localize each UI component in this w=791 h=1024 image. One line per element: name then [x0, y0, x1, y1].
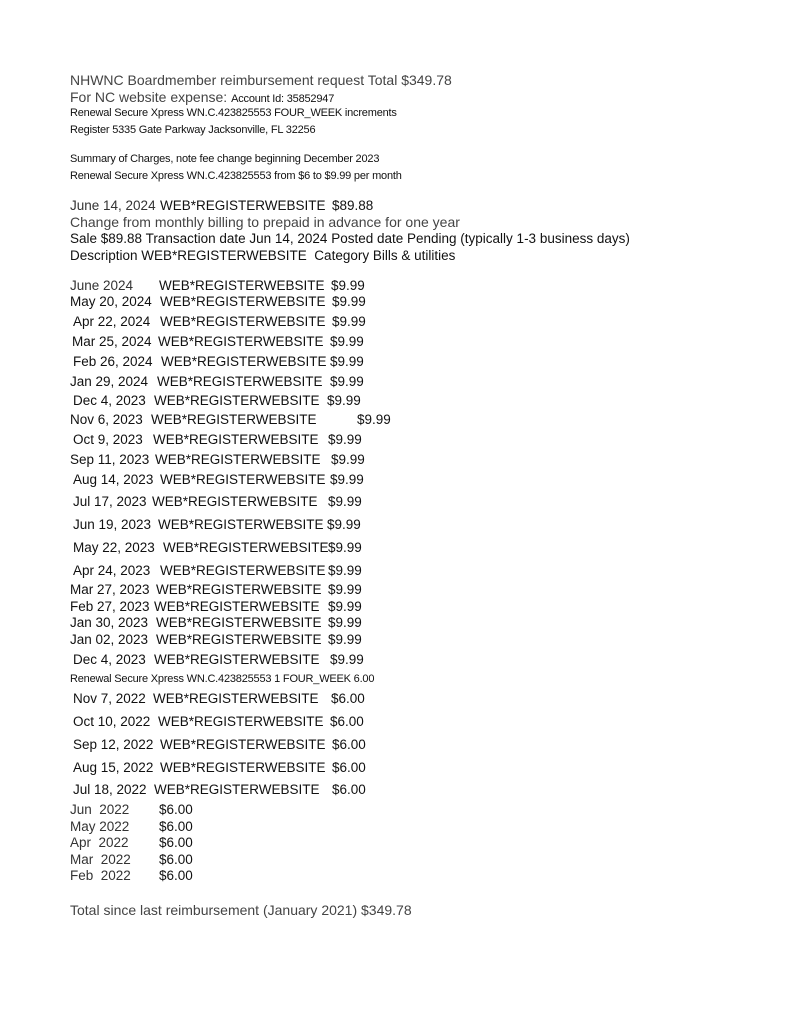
charge-date: Aug 14, 2023 — [73, 472, 154, 487]
renewal-old-line: Renewal Secure Xpress WN.C.423825553 1 FOUR_WEEK 6.00 — [70, 673, 375, 685]
charge-merchant: WEB*REGISTERWEBSITE — [160, 737, 326, 752]
charge-date: May 22, 2023 — [73, 540, 155, 555]
renewal-line: Renewal Secure Xpress WN.C.423825553 FOUR_WEEK increments — [70, 107, 397, 119]
charge-date: Jul 17, 2023 — [73, 494, 147, 509]
monthly-amount: $6.00 — [159, 852, 193, 867]
charge-amount: $9.99 — [357, 412, 391, 427]
monthly-amount: $6.00 — [159, 819, 193, 834]
charge-amount: $9.99 — [328, 494, 362, 509]
register-line: Register 5335 Gate Parkway Jacksonville, FL 32256 — [70, 124, 316, 136]
charge-amount: $9.99 — [330, 374, 364, 389]
charge-amount: $9.99 — [332, 314, 366, 329]
charge-date: June 2024 — [70, 278, 134, 293]
total-line: Total since last reimbursement (January 2021) $349.78 — [70, 902, 412, 918]
charge-amount: $9.99 — [328, 563, 362, 578]
charge-amount: $9.99 — [331, 278, 365, 293]
charge-date: Apr 24, 2023 — [73, 563, 151, 578]
charge-amount: $9.99 — [328, 432, 362, 447]
charge-amount: $9.99 — [330, 334, 364, 349]
charge-date: Oct 9, 2023 — [73, 432, 143, 447]
charge-merchant: WEB*REGISTERWEBSITE — [158, 517, 324, 532]
charge-date: Dec 4, 2023 — [73, 652, 146, 667]
charge-date: Dec 4, 2023 — [73, 393, 146, 408]
document-title: NHWNC Boardmember reimbursement request Total $349.78 — [70, 72, 452, 88]
monthly-month: Feb 2022 — [70, 868, 131, 883]
monthly-amount: $6.00 — [159, 802, 193, 817]
charge-merchant: WEB*REGISTERWEBSITE — [154, 652, 320, 667]
charge-date: Mar 25, 2024 — [72, 334, 152, 349]
charge-amount: $9.99 — [330, 354, 364, 369]
charge-date: Oct 10, 2022 — [73, 714, 151, 729]
charge-merchant: WEB*REGISTERWEBSITE — [156, 582, 322, 597]
monthly-amount: $6.00 — [159, 835, 193, 850]
charge-date: Mar 27, 2023 — [70, 582, 150, 597]
recent-merchant: WEB*REGISTERWEBSITE — [160, 198, 326, 213]
charge-date: May 20, 2024 — [70, 294, 152, 309]
charge-merchant: WEB*REGISTERWEBSITE — [152, 494, 318, 509]
summary-line-2: Renewal Secure Xpress WN.C.423825553 from $6 to $9.99 per month — [70, 170, 402, 182]
charge-amount: $6.00 — [332, 737, 366, 752]
charge-merchant: WEB*REGISTERWEBSITE — [154, 782, 320, 797]
account-id: Account Id: 35852947 — [231, 93, 335, 105]
monthly-month: Apr 2022 — [70, 835, 129, 850]
charge-merchant: WEB*REGISTERWEBSITE — [156, 632, 322, 647]
charge-merchant: WEB*REGISTERWEBSITE — [159, 278, 325, 293]
charge-merchant: WEB*REGISTERWEBSITE — [160, 563, 326, 578]
charge-amount: $9.99 — [332, 294, 366, 309]
charge-merchant: WEB*REGISTERWEBSITE — [153, 691, 319, 706]
charge-date: Feb 27, 2023 — [70, 599, 150, 614]
charge-amount: $9.99 — [331, 452, 365, 467]
recent-sale: Sale $89.88 Transaction date Jun 14, 2024 Posted date Pending (typically 1-3 business days) — [70, 231, 630, 246]
charge-amount: $9.99 — [330, 472, 364, 487]
charge-merchant: WEB*REGISTERWEBSITE — [153, 432, 319, 447]
expense-label: For NC website expense: — [70, 89, 232, 105]
charge-merchant: WEB*REGISTERWEBSITE — [161, 354, 327, 369]
charge-date: Jun 19, 2023 — [73, 517, 152, 532]
charge-merchant: WEB*REGISTERWEBSITE — [155, 452, 321, 467]
charge-date: Feb 26, 2024 — [73, 354, 153, 369]
charge-amount: $9.99 — [328, 632, 362, 647]
charge-amount: $6.00 — [330, 714, 364, 729]
charge-merchant: WEB*REGISTERWEBSITE — [160, 294, 326, 309]
charge-date: Jul 18, 2022 — [73, 782, 147, 797]
charge-merchant: WEB*REGISTERWEBSITE — [160, 472, 326, 487]
monthly-month: Mar 2022 — [70, 852, 131, 867]
recent-note: Change from monthly billing to prepaid in advance for one year — [70, 214, 460, 230]
charge-amount: $9.99 — [328, 615, 362, 630]
charge-merchant: WEB*REGISTERWEBSITE — [163, 540, 329, 555]
monthly-month: May 2022 — [70, 819, 130, 834]
charge-date: Sep 11, 2023 — [70, 452, 150, 467]
charge-amount: $9.99 — [328, 540, 362, 555]
charge-amount: $6.00 — [331, 691, 365, 706]
charge-merchant: WEB*REGISTERWEBSITE — [154, 599, 320, 614]
charge-date: Nov 7, 2022 — [73, 691, 146, 706]
charge-amount: $9.99 — [328, 582, 362, 597]
charge-merchant: WEB*REGISTERWEBSITE — [160, 760, 326, 775]
recent-amount: $89.88 — [332, 198, 374, 213]
expense-line — [70, 90, 334, 105]
charge-amount: $6.00 — [332, 782, 366, 797]
charge-date: Jan 30, 2023 — [70, 615, 149, 630]
monthly-month: Jun 2022 — [70, 802, 130, 817]
charge-merchant: WEB*REGISTERWEBSITE — [156, 615, 322, 630]
charge-date: Sep 12, 2022 — [73, 737, 154, 752]
charge-amount: $6.00 — [332, 760, 366, 775]
charge-date: Jan 29, 2024 — [70, 374, 149, 389]
charge-date: Apr 22, 2024 — [73, 314, 151, 329]
charge-merchant: WEB*REGISTERWEBSITE — [158, 334, 324, 349]
charge-merchant: WEB*REGISTERWEBSITE — [158, 714, 324, 729]
charge-merchant: WEB*REGISTERWEBSITE — [154, 393, 320, 408]
summary-line-1: Summary of Charges, note fee change beginning December 2023 — [70, 153, 380, 165]
charge-merchant: WEB*REGISTERWEBSITE — [151, 412, 317, 427]
recent-description: Description WEB*REGISTERWEBSITE Category Bills & utilities — [70, 248, 456, 263]
monthly-amount: $6.00 — [159, 868, 193, 883]
charge-date: Nov 6, 2023 — [70, 412, 143, 427]
charge-merchant: WEB*REGISTERWEBSITE — [157, 374, 323, 389]
charge-amount: $9.99 — [328, 599, 362, 614]
charge-date: Jan 02, 2023 — [70, 632, 149, 647]
charge-amount: $9.99 — [330, 652, 364, 667]
charge-amount: $9.99 — [327, 393, 361, 408]
charge-date: Aug 15, 2022 — [73, 760, 154, 775]
charge-amount: $9.99 — [327, 517, 361, 532]
recent-date: June 14, 2024 — [70, 198, 156, 213]
charge-merchant: WEB*REGISTERWEBSITE — [160, 314, 326, 329]
